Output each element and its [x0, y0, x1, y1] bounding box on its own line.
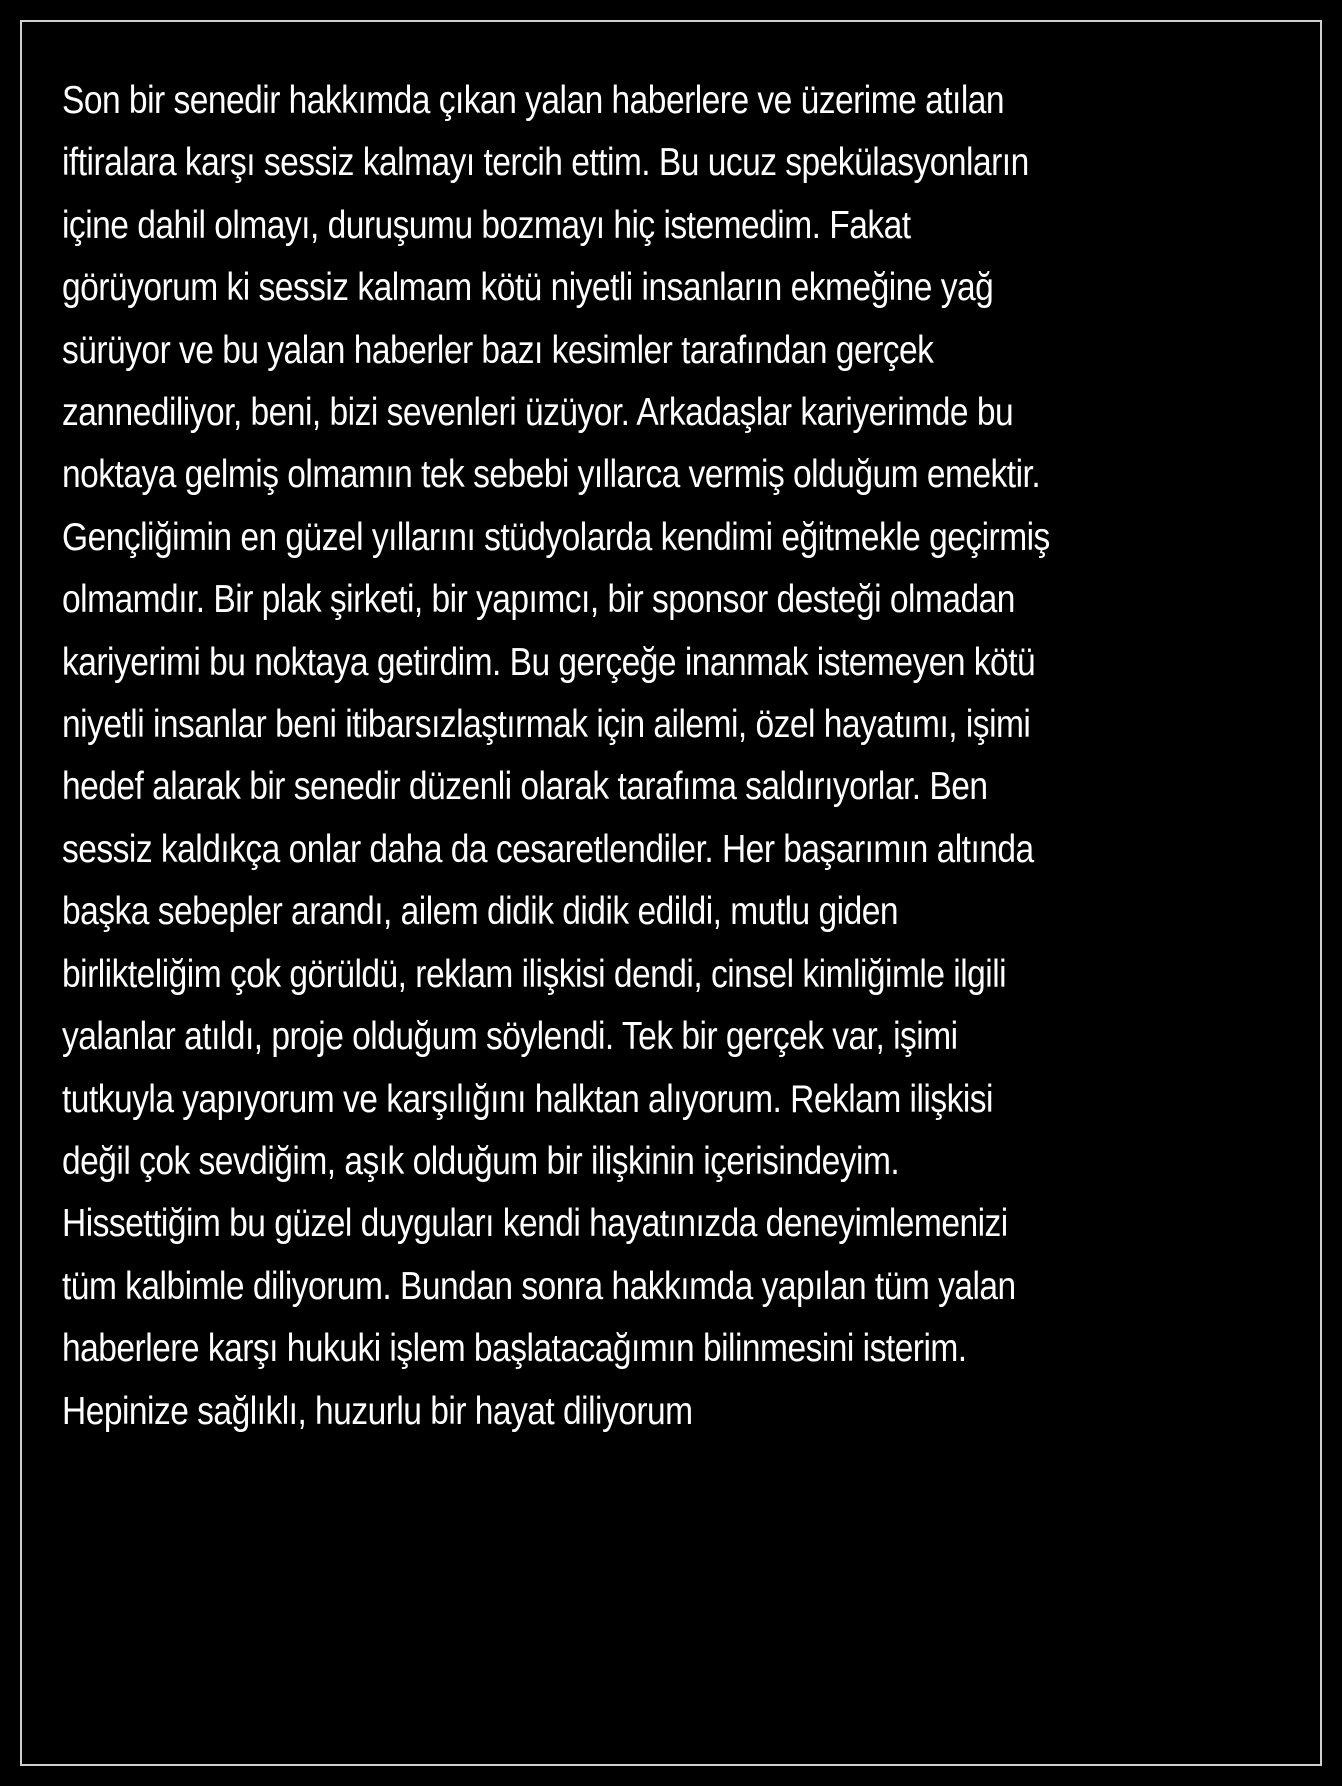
statement-line: noktaya gelmiş olmamın tek sebebi yıllarca vermiş olduğum emektir. [62, 453, 1041, 497]
statement-line: iftiralara karşı sessiz kalmayı tercih ettim. Bu ucuz spekülasyonların [62, 141, 1029, 185]
statement-line: Hepinize sağlıklı, huzurlu bir hayat diliyorum [62, 1389, 693, 1433]
statement-line: tüm kalbimle diliyorum. Bundan sonra hakkımda yapılan tüm yalan [62, 1264, 1016, 1308]
statement-line: niyetli insanlar beni itibarsızlaştırmak için ailemi, özel hayatımı, işimi [62, 703, 1031, 747]
statement-line: sessiz kaldıkça onlar daha da cesaretlendiler. Her başarımın altında [62, 827, 1034, 871]
statement-line: içine dahil olmayı, duruşumu bozmayı hiç istemedim. Fakat [62, 203, 911, 247]
statement-line: haberlere karşı hukuki işlem başlatacağımın bilinmesini isterim. [62, 1327, 967, 1371]
statement-line: kariyerimi bu noktaya getirdim. Bu gerçeğe inanmak istemeyen kötü [62, 640, 1036, 684]
statement-line: yalanlar atıldı, proje olduğum söylendi. Tek bir gerçek var, işimi [62, 1015, 958, 1059]
statement-line: görüyorum ki sessiz kalmam kötü niyetli insanların ekmeğine yağ [62, 266, 994, 310]
statement-line: tutkuyla yapıyorum ve karşılığını halktan alıyorum. Reklam ilişkisi [62, 1077, 993, 1121]
statement-line: Hissettiğim bu güzel duyguları kendi hayatınızda deneyimlemenizi [62, 1202, 1008, 1246]
statement-line: olmamdır. Bir plak şirketi, bir yapımcı, bir sponsor desteği olmadan [62, 578, 1015, 622]
statement-line: değil çok sevdiğim, aşık olduğum bir ilişkinin içerisindeyim. [62, 1139, 900, 1183]
statement-line: Son bir senedir hakkımda çıkan yalan haberlere ve üzerime atılan [62, 79, 1005, 122]
statement-line: Gençliğimin en güzel yıllarını stüdyolarda kendimi eğitmekle geçirmiş [62, 515, 1050, 559]
statement-line: hedef alarak bir senedir düzenli olarak tarafıma saldırıyorlar. Ben [62, 765, 988, 809]
statement-text [62, 70, 1111, 1443]
statement-line: zannediliyor, beni, bizi sevenleri üzüyor. Arkadaşlar kariyerimde bu [62, 391, 1014, 435]
statement-line: başka sebepler arandı, ailem didik didik edildi, mutlu giden [62, 890, 899, 934]
statement-line: sürüyor ve bu yalan haberler bazı kesimler tarafından gerçek [62, 328, 934, 372]
statement-line: birlikteliğim çok görüldü, reklam ilişkisi dendi, cinsel kimliğimle ilgili [62, 952, 1007, 996]
